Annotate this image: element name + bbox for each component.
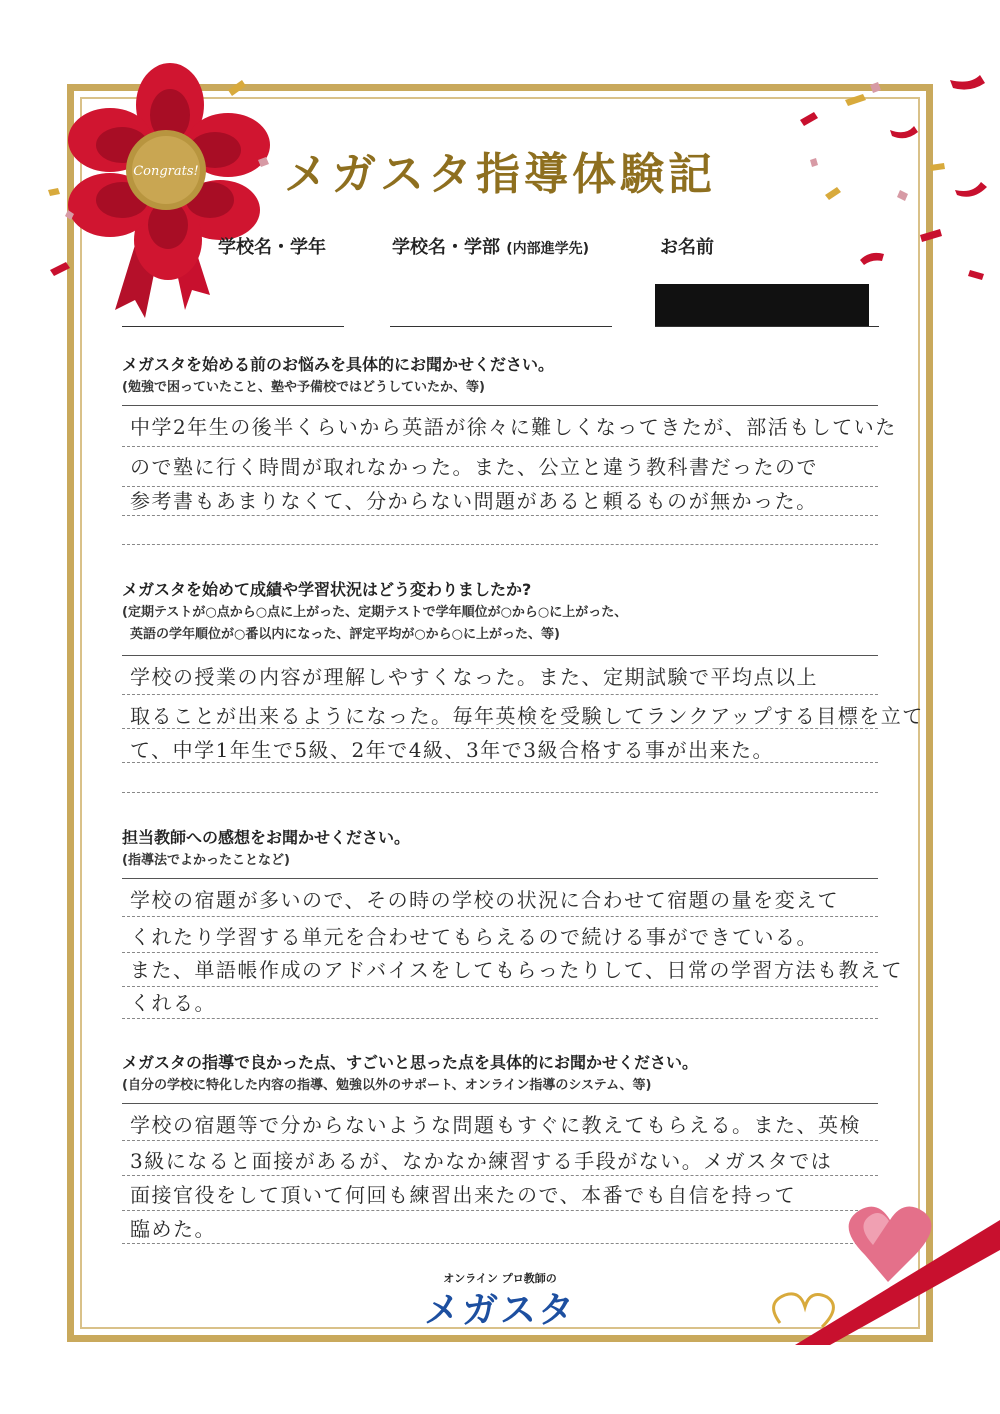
section-1-note: (勉強で困っていたこと、塾や予備校ではどうしていたか、等) (122, 380, 485, 395)
logo-tagline: オンライン プロ教師の (443, 1272, 557, 1285)
section-1-dashed-rule (122, 515, 878, 516)
section-2-answer-line: 学校の授業の内容が理解しやすくなった。また、定期試験で平均点以上 (130, 665, 818, 689)
section-4-dashed-rule (122, 1140, 878, 1141)
school-dept-underline (390, 326, 612, 327)
section-2-dashed-rule (122, 728, 878, 729)
school-dept-note: (内部進学先) (506, 241, 590, 257)
section-2-note: 英語の学年順位が○番以内になった、評定平均が○から○に上がった、等) (130, 627, 560, 642)
congrats-badge-text: Congrats! (133, 164, 199, 179)
section-4-top-rule (122, 1103, 878, 1104)
section-1-question: メガスタを始める前のお悩みを具体的にお聞かせください。 (122, 355, 555, 374)
section-1-dashed-rule (122, 446, 878, 447)
section-4-note: (自分の学校に特化した内容の指導、勉強以外のサポート、オンライン指導のシステム、等) (122, 1078, 652, 1093)
megasta-logo: メガスタ (423, 1290, 576, 1331)
section-4-answer-line: 面接官役をして頂いて何回も練習出来たので、本番でも自信を持って (130, 1183, 797, 1207)
section-3-answer-line: 学校の宿題が多いので、その時の学校の状況に合わせて宿題の量を変えて (130, 888, 840, 912)
section-4-question: メガスタの指導で良かった点、すごいと思った点を具体的にお聞かせください。 (122, 1053, 699, 1072)
section-4-answer-line: 学校の宿題等で分からないような問題もすぐに教えてもらえる。また、英検 (130, 1113, 861, 1137)
section-2-question: メガスタを始めて成績や学習状況はどう変わりましたか? (122, 580, 532, 599)
section-1-answer-line: 参考書もあまりなくて、分からない問題があると頼るものが無かった。 (130, 489, 818, 513)
section-3-top-rule (122, 878, 878, 879)
section-3-dashed-rule (122, 986, 878, 987)
school-grade-label: 学校名・学年 (218, 237, 326, 258)
section-3-dashed-rule (122, 952, 878, 953)
section-1-answer-line: 中学2年生の後半くらいから英語が徐々に難しくなってきたが、部活もしていた (130, 415, 897, 439)
redacted-name-block (655, 284, 869, 326)
section-2-dashed-rule (122, 694, 878, 695)
section-3-dashed-rule (122, 1018, 878, 1019)
section-2-answer-line: 取ることが出来るようになった。毎年英検を受験してランクアップする目標を立て (130, 704, 924, 728)
section-3-question: 担当教師への感想をお聞かせください。 (122, 828, 411, 847)
school-dept-label (392, 233, 589, 259)
section-4-answer-line: 3級になると面接があるが、なかなか練習する手段がない。メガスタでは (130, 1149, 833, 1173)
section-2-answer-line: て、中学1年生で5級、2年で4級、3年で3級合格する事が出来た。 (130, 738, 774, 762)
section-3-answer-line: また、単語帳作成のアドバイスをしてもらったりして、日常の学習方法も教えて (130, 958, 903, 982)
name-underline (655, 326, 879, 327)
section-2-top-rule (122, 655, 878, 656)
section-2-note: (定期テストが○点から○点に上がった、定期テストで学年順位が○から○に上がった、 (122, 605, 628, 620)
page-title: メガスタ指導体験記 (284, 149, 716, 200)
section-1-dashed-rule (122, 544, 878, 545)
section-3-answer-line: くれる。 (130, 991, 216, 1015)
section-2-dashed-rule (122, 762, 878, 763)
name-label: お名前 (660, 237, 714, 258)
school-dept-label-text: 学校名・学部 (392, 237, 500, 258)
section-4-answer-line: 臨めた。 (130, 1217, 216, 1241)
section-3-note: (指導法でよかったことなど) (122, 853, 290, 868)
section-3-answer-line: くれたり学習する単元を合わせてもらえるので続ける事ができている。 (130, 925, 818, 949)
section-1-answer-line: ので塾に行く時間が取れなかった。また、公立と違う教科書だったので (130, 455, 818, 479)
school-grade-underline (122, 326, 344, 327)
section-1-top-rule (122, 405, 878, 406)
section-2-dashed-rule (122, 792, 878, 793)
section-4-dashed-rule (122, 1175, 878, 1176)
section-3-dashed-rule (122, 916, 878, 917)
